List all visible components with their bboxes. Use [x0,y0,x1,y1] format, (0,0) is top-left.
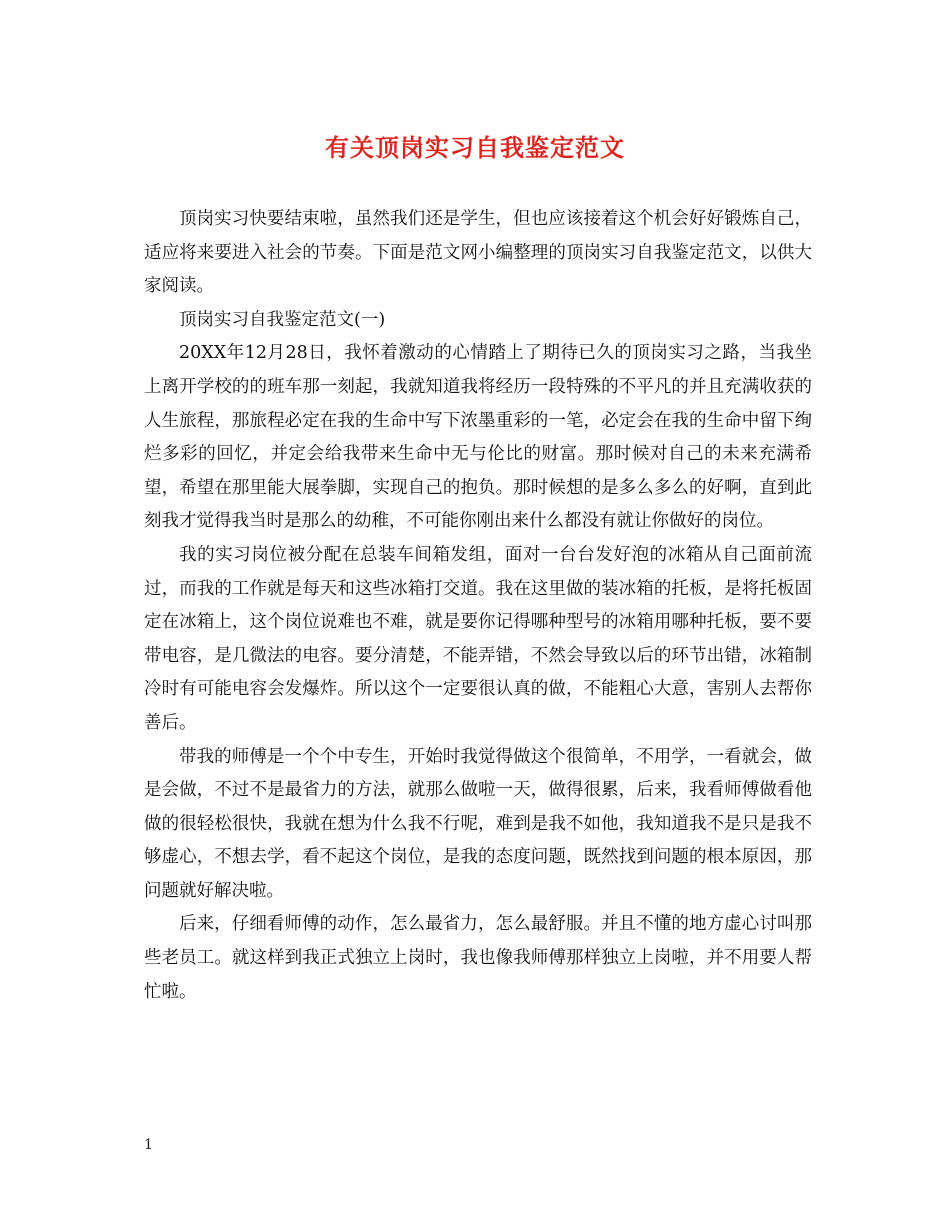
body-paragraph: 20XX年12月28日，我怀着激动的心情踏上了期待已久的顶岗实习之路，当我坐上离开学校的的班车那一刻起，我就知道我将经历一段特殊的不平凡的并且充满收获的人生旅程，那旅程必定在我的生命中写下浓墨重彩的一笔，必定会在我的生命中留下绚烂多彩的回忆，并定会给我带来生命中无与伦比的财富。那时候对自己的未来充满希望，希望在那里能大展拳脚，实现自己的抱负。那时候想的是多么多么的好啊，直到此刻我才觉得我当时是那么的幼稚，不可能你刚出来什么都没有就让你做好的岗位。 [144,343,812,532]
body-paragraph: 带我的师傅是一个个中专生，开始时我觉得做这个很简单，不用学，一看就会，做是会做，不过不是最省力的方法，就那么做啦一天，做得很累，后来，我看师傅做看他做的很轻松很快，我就在想为什么我不行呢，难到是我不如他，我知道我不是只是我不够虚心，不想去学，看不起这个岗位，是我的态度问题，既然找到问题的根本原因，那问题就好解决啦。 [144,746,812,901]
document-body [144,203,812,1009]
intro-paragraph: 顶岗实习快要结束啦，虽然我们还是学生，但也应该接着这个机会好好锻炼自己，适应将来要进入社会的节奏。下面是范文网小编整理的顶岗实习自我鉴定范文，以供大家阅读。 [144,209,812,297]
body-paragraph: 后来，仔细看师傅的动作，怎么最省力，怎么最舒服。并且不懂的地方虚心讨叫那些老员工。就这样到我正式独立上岗时，我也像我师傅那样独立上岗啦，并不用要人帮忙啦。 [144,914,812,1002]
page-number: 1 [144,1137,153,1153]
section-heading: 顶岗实习自我鉴定范文(一) [179,309,386,330]
body-paragraph: 我的实习岗位被分配在总装车间箱发组，面对一台台发好泡的冰箱从自己面前流过，而我的工作就是每天和这些冰箱打交道。我在这里做的装冰箱的托板，是将托板固定在冰箱上，这个岗位说难也不难，就是要你记得哪种型号的冰箱用哪种托板，要不要带电容，是几微法的电容。要分清楚，不能弄错，不然会导致以后的环节出错，冰箱制冷时有可能电容会发爆炸。所以这个一定要很认真的做，不能粗心大意，害别人去帮你善后。 [144,544,812,733]
document-title: 有关顶岗实习自我鉴定范文 [325,133,625,162]
